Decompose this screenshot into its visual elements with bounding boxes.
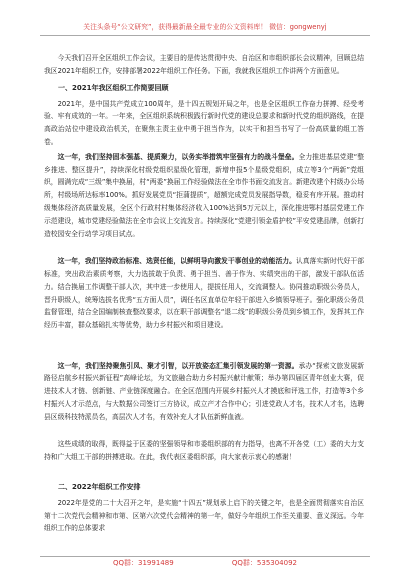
- intro-paragraph: 今天我们召开全区组织工作会议，主要目的是传达贯彻中央、自治区和市组织部长会议精神，回顾总结我区2021年组织工作，安排部署2022年组织工作任务。下面，我就我区组织工作讲两个方面意见。: [44, 54, 364, 75]
- footer-banner: [40, 556, 370, 571]
- paragraph-text: 承办“探索文旅发展新路径启航乡村振兴新征程”高峰论坛，为文旅融合助力乡村振兴献计献策；举办第四届区青年创业大赛，促进技术人才链、创新链、产业链深度融合。在全区范围内开展乡村振兴人才摸底和评选工作，打造等3个乡村振兴人才示范点，与大数据公司签订三方协议，成立产才合作中心；引进党政人才名，技术人才名，选聘县区级科技特派员名，高层次人才名，有效补充人才队伍新鲜血液。: [44, 361, 364, 421]
- review-paragraph-2: [44, 151, 364, 253]
- section-2-heading: 二、2022年组织工作安排: [58, 482, 141, 491]
- paragraph-lead: 这一年，我们坚持聚焦引凤、聚才引智，以开放姿态汇集引领发展的第一资源。: [57, 361, 299, 370]
- banner-wechat-text: 微信：gongwenyj: [269, 23, 327, 31]
- section-1-heading: 一、2021年我区组织工作简要回顾: [58, 83, 169, 92]
- footer-qq-group-1: QQ群：31991489: [113, 559, 174, 567]
- paragraph-lead: 这一年，我们坚持固本强基、提质聚力，以务实举措筑牢坚强有力的战斗堡垒。: [57, 152, 299, 161]
- document-body: [44, 52, 364, 537]
- footer-qq-group-2: QQ群：535304092: [231, 559, 297, 567]
- review-paragraph-3: [44, 255, 364, 357]
- paragraph-text: 全力推进基层党建“整乡推进、整区提升”，持续深化村级党组织星级化管理，新增申报5个星级党组织，成立等3个“两新”党组织，圆满完成“三级”集中换届，村“两委”换届工作经验做法在全市作书面交流发言。新建改建个村级办公场所，村级场所达标率100%。抓好发展党员“拒蒲提质”，超额完成党员发展指导数，稳妥有序开展。推动村级集体经济高质量发展，全区个行政村村集体经济收入100%达到5万元以上，深化推进鄂村基层党建工作示范建设，城市党建经验做法在全市会议上交流发言。持续深化“党建引领金盾护校”平安党建品牌，创新打造校园安全行动学习项目试点。: [44, 152, 364, 238]
- plan-paragraph-1: 2022年是党的二十大召开之年，是实施“十四五”规划承上启下的关键之年，也是全面贯彻落实自治区第十二次党代会精神和市第、区第六次党代会精神的第一年，做好今年组织工作至关重要、意义深远。今年组织工作的总体要求: [44, 498, 364, 533]
- banner-promo-text: 关注头条号“公文研究”，获得最新最全最专业的公文资料库！: [83, 23, 268, 31]
- review-paragraph-4: [44, 360, 364, 437]
- review-paragraph-1: 2021年，是中国共产党成立100周年，是十四五规划开局之年，也是全区组织工作奋力拼搏、经受考验、牢有成效的一年。一年来，全区组织系统积极践行新时代党的建设总要求和新时代党的组织路线，在提高政治站位中建设政治机关，在聚焦主责主业中勇于担当作为，以实干和担当书写了一份高质量的组工答卷。: [44, 99, 364, 146]
- review-paragraph-5: 这些成绩的取得，既得益于区委的坚强领导和市委组织部的有力指导，也离不开各党（工）委的大力支持和广大组工干部的拼搏进取。在此，我代表区委组织部，向大家表示衷心的感谢！: [44, 440, 364, 462]
- paragraph-text: 认真落实新时代好干部标准，突出政治素质考察，大力选拔敢于负责、勇于担当、善于作为、实绩突出的干部，激发干部队伍活力。结合换届工作调整干部人次，其中进一步使用人，提拔任用人，交流调整人。协同推动职级公务员人，晋升职级人，统筹选拔名优秀“五方面人员”，调任名区直单位年轻干部进入乡镇领导班子。强化职级公务员监督管理，结合全国编制核查整改要求，以在职干部调整名“退二线”的职级公务员到乡镇工作，发挥其工作经历丰富，群众基础扎实等优势，助力乡村振兴和项目建设。: [44, 257, 364, 330]
- header-banner: [40, 20, 370, 36]
- paragraph-lead: 这一年，我们坚持政治标准、选贤任能，以鲜明导向激发干事创业的动能活力。: [57, 257, 296, 266]
